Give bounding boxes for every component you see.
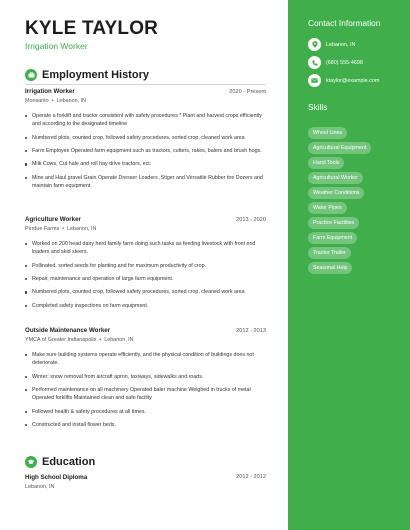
skills-list bbox=[308, 121, 404, 271]
skill-tag: Seasonal Help bbox=[308, 262, 352, 274]
bullet-item: Completed safety inspections on farm equipment. bbox=[25, 302, 266, 310]
skill-tag: Practice Facilities bbox=[308, 217, 359, 229]
briefcase-icon bbox=[25, 69, 37, 81]
job-title: Agriculture Worker bbox=[25, 216, 81, 223]
skill-tag: Weather Conditions bbox=[308, 187, 364, 199]
education-entry bbox=[25, 474, 266, 481]
separator-dot: • bbox=[51, 98, 54, 104]
job-company: Perdue Farms bbox=[25, 226, 60, 232]
skill-tag: Water Pipes bbox=[308, 202, 347, 214]
skill-tag: Hand Tools bbox=[308, 157, 344, 169]
job-bullets bbox=[25, 112, 266, 190]
bullet-item: Worked on 200 head dairy herd family farm doing such tasks as feeding livestock with front end loaders and skid steers. bbox=[25, 240, 266, 256]
job-title: Outside Maintenance Worker bbox=[25, 327, 111, 334]
bullet-item: Pollinated, sorted seeds for planting and for maximum productivity of crop. bbox=[25, 262, 266, 270]
job-company: YMCA of Greater Indianapolis bbox=[25, 337, 97, 343]
skill-tag: Tractor Trailer bbox=[308, 247, 351, 259]
education-title: Education bbox=[42, 456, 96, 468]
bullet-item: Operate a forklift and tractor consistent with safety procedures * Plant and harvest crops efficiently and according to the designated timeline bbox=[25, 112, 266, 128]
job-location: Lebanon, IN bbox=[104, 337, 134, 343]
job-entry bbox=[25, 327, 266, 434]
map-pin-icon bbox=[308, 38, 321, 51]
job-entry bbox=[25, 216, 266, 315]
job-bullets bbox=[25, 240, 266, 310]
phone-icon bbox=[308, 56, 321, 69]
bullet-item: Followed health & safety procedures at all times. bbox=[25, 408, 266, 416]
graduation-cap-icon bbox=[25, 456, 37, 468]
degree-title: High School Diploma bbox=[25, 474, 88, 481]
contact-email-text[interactable]: ktaylor@example.com bbox=[326, 77, 380, 84]
education-section-header bbox=[25, 456, 95, 468]
bullet-item: Numbered plots, counted crop, followed safety procedures, sorted crop, cleaned work area bbox=[25, 134, 266, 142]
contact-email[interactable] bbox=[308, 74, 379, 87]
job-title: Irrigation Worker bbox=[25, 88, 75, 95]
job-dates: 2020 - Present bbox=[229, 89, 266, 95]
employment-title: Employment History bbox=[42, 69, 149, 81]
contact-phone-text: (680) 555-4698 bbox=[326, 59, 363, 66]
candidate-name: KYLE TAYLOR bbox=[25, 18, 159, 39]
job-dates: 2013 - 2020 bbox=[236, 217, 266, 223]
job-location: Lebanon, IN bbox=[56, 98, 86, 104]
bullet-item: Performed maintenance on all machinery Operated baler machine Weighed in trucks of metal Operated forklifts Maintained clean and safe facility bbox=[25, 386, 266, 402]
skill-tag: Agricultural Equipment bbox=[308, 142, 371, 154]
contact-location-text: Lebanon, IN bbox=[326, 41, 356, 48]
degree-dates: 2012 - 2012 bbox=[236, 474, 266, 480]
candidate-role: Irrigation Worker bbox=[25, 41, 88, 51]
envelope-icon bbox=[308, 74, 321, 87]
contact-location bbox=[308, 38, 355, 51]
skill-tag: Farm Equipment bbox=[308, 232, 357, 244]
job-bullets bbox=[25, 351, 266, 429]
job-dates: 2012 - 2013 bbox=[236, 328, 266, 334]
education-location: Lebanon, IN bbox=[25, 484, 55, 490]
skill-tag: Agricultural Worker bbox=[308, 172, 363, 184]
bullet-item: Farm Employee Operated farm equipment such as tractors, cutters, rakes, balers and brush hogs. bbox=[25, 147, 266, 155]
contact-phone bbox=[308, 56, 363, 69]
job-location: Lebanon, IN bbox=[67, 226, 97, 232]
bullet-item: Mine and Haul gravel Grain Operate Dresser Loaders ,Stiger and Versatile Rubber tire Dozers and maintain farm equipment bbox=[25, 174, 266, 190]
bullet-item: Winter; snow removal from aircraft apron, taxiways, sidewalks and roads. bbox=[25, 373, 266, 381]
job-entry bbox=[25, 88, 266, 195]
job-company: Monsanto bbox=[25, 98, 49, 104]
skill-tag: Wheel Lines bbox=[308, 127, 347, 139]
contact-title: Contact Information bbox=[308, 18, 381, 28]
separator-dot: • bbox=[99, 337, 102, 343]
skills-title: Skills bbox=[308, 102, 328, 112]
bullet-item: Milk Cows, Cut hale and roll hay drive tractors, ect. bbox=[25, 160, 266, 168]
employment-section-header bbox=[25, 69, 149, 81]
separator-dot: • bbox=[62, 226, 65, 232]
bullet-item: Repair, maintenance and operation of large farm equipment. bbox=[25, 275, 266, 283]
bullet-item: Numbered plots, counted crop, followed safety procedures, sorted crop, cleaned work area bbox=[25, 288, 266, 296]
bullet-item: Constructed and install flower beds. bbox=[25, 421, 266, 429]
employment-divider bbox=[25, 84, 266, 85]
bullet-item: Make sure building systems operate efficiently, and the physical condition of buildings does not deteriorate. bbox=[25, 351, 266, 367]
